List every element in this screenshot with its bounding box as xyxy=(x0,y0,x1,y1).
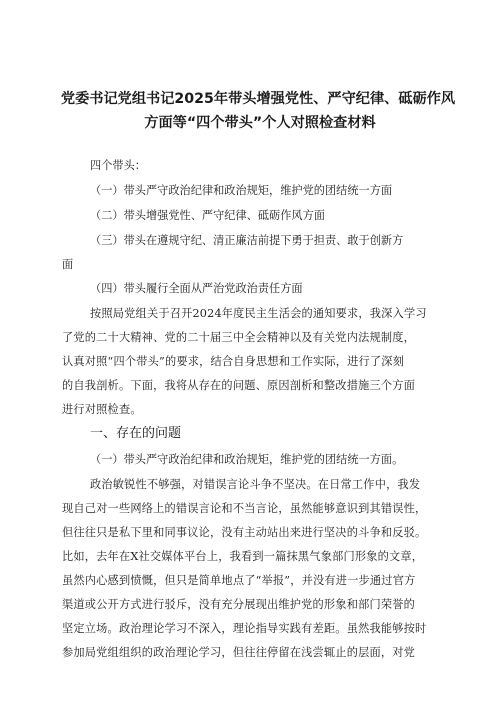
body-paragraph-line: 政治敏锐性不够强，对错误言论斗争不坚决。在日常工作中，我发 xyxy=(90,478,421,491)
body-paragraph-line: 坚定立场。政治理论学习不深入，理论指导实践有差距。虽然我能够按时 xyxy=(62,622,427,635)
item-2: （二）带头增强党性、严守纪律、砥砺作风方面 xyxy=(90,209,325,222)
document-title-line-1: 党委书记党组书记2025年带头增强党性、严守纪律、砥砺作风 xyxy=(60,91,456,107)
body-paragraph-line: 但往往只是私下里和同事议论，没有主动站出来进行坚决的斗争和反驳。 xyxy=(62,526,427,539)
item-1: （一）带头严守政治纪律和政治规矩，维护党的团结统一方面 xyxy=(90,184,393,197)
section-heading-problems: 一、存在的问题 xyxy=(90,426,182,441)
item-3: （三）带头在遵规守纪、清正廉洁前提下勇于担责、敢于创新方 xyxy=(90,234,404,247)
intro-paragraph-line: 认真对照“四个带头”的要求，结合自身思想和工作实际，进行了深刻 xyxy=(62,355,405,368)
document-title-line-2: 方面等“四个带头”个人对照检查材料 xyxy=(144,115,376,131)
body-paragraph-line: 参加局党组组织的政治理论学习，但往往停留在浅尝辄止的层面，对党 xyxy=(62,646,416,659)
body-paragraph-line: 现自己对一些网络上的错误言论和不当言论，虽然能够意识到其错误性， xyxy=(62,502,427,515)
item-3-continued: 面 xyxy=(62,258,74,271)
item-4: （四）带头履行全面从严治党政治责任方面 xyxy=(90,282,303,295)
body-paragraph-line: 渠道或公开方式进行驳斥，没有充分展现出维护党的形象和部门荣誉的 xyxy=(62,598,416,611)
intro-paragraph-line: 进行对照检查。 xyxy=(62,403,142,416)
body-paragraph-line: 虽然内心感到愤慨，但只是简单地点了“举报”，并没有进一步通过官方 xyxy=(62,574,416,587)
intro-paragraph-line: 按照局党组关于召开2024年度民主生活会的通知要求，我深入学习 xyxy=(90,307,427,320)
body-paragraph-line: 比如，去年在X社交媒体平台上，我看到一篇抹黑气象部门形象的文章， xyxy=(62,550,424,563)
subsection-heading: （一）带头严守政治纪律和政治规矩，维护党的团结统一方面。 xyxy=(90,453,404,466)
intro-label: 四个带头： xyxy=(90,159,146,172)
intro-paragraph-line: 的自我剖析。下面，我将从存在的问题、原因剖析和整改措施三个方面 xyxy=(62,379,416,392)
intro-paragraph-line: 了党的二十大精神、党的二十届三中全会精神以及有关党内法规制度， xyxy=(62,331,416,344)
